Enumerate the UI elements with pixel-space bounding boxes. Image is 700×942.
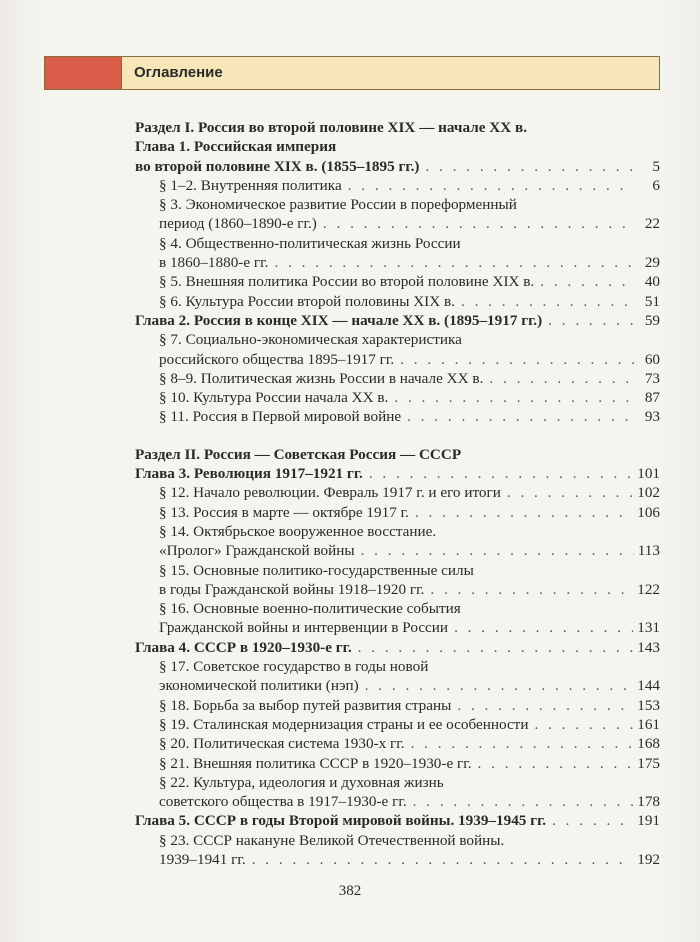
dot-leader — [457, 696, 633, 715]
toc-entry-text: § 12. Начало революции. Февраль 1917 г. и его итоги — [159, 484, 501, 502]
dot-leader — [400, 350, 634, 369]
toc-entry-text: Глава 4. СССР в 1920–1930-е гг. — [135, 638, 352, 656]
dot-leader — [365, 676, 634, 695]
dot-leader — [425, 157, 634, 176]
toc-entry-line[interactable] — [135, 369, 660, 388]
toc-page-number: 93 — [644, 408, 660, 426]
toc-entry-line[interactable] — [135, 831, 660, 850]
toc-page-number: 168 — [637, 735, 660, 753]
dot-leader — [552, 811, 633, 830]
toc-entry-line[interactable] — [135, 522, 660, 541]
toc-heading-line[interactable] — [135, 638, 660, 657]
dot-leader — [407, 407, 634, 426]
toc-entry-line[interactable] — [135, 792, 660, 811]
toc-heading-line[interactable] — [135, 118, 660, 137]
toc-entry-text: § 5. Внешняя политика России во второй половине XIX в. — [159, 273, 535, 291]
toc-entry-line[interactable] — [135, 676, 660, 695]
toc-heading-line[interactable] — [135, 464, 660, 483]
contents-header-bar — [44, 56, 660, 90]
dot-leader — [534, 715, 633, 734]
dot-leader — [507, 483, 633, 502]
toc-entry-line[interactable] — [135, 234, 660, 253]
dot-leader — [394, 388, 634, 407]
toc-heading-line[interactable] — [135, 445, 660, 464]
toc-entry-text: § 7. Социально-экономическая характеристика — [159, 331, 462, 349]
toc-entry-text: в 1860–1880-е гг. — [159, 254, 269, 272]
toc-entry-text: § 13. Россия в марте — октябре 1917 г. — [159, 503, 409, 521]
toc-entry-line[interactable] — [135, 580, 660, 599]
dot-leader — [548, 311, 634, 330]
toc-entry-text: § 11. Россия в Первой мировой войне — [159, 408, 402, 426]
dot-leader — [358, 638, 634, 657]
toc-entry-line[interactable] — [135, 292, 660, 311]
dot-leader — [274, 253, 634, 272]
toc-entry-line[interactable] — [135, 696, 660, 715]
toc-entry-line[interactable] — [135, 483, 660, 502]
toc-entry-text: экономической политики (нэп) — [159, 677, 359, 695]
toc-page-number: 144 — [637, 677, 660, 695]
toc-page-number: 113 — [637, 542, 660, 560]
toc-entry-text: § 20. Политическая система 1930-х гг. — [159, 735, 405, 753]
contents-title: Оглавление — [122, 57, 659, 89]
toc-entry-text: Глава 5. СССР в годы Второй мировой войны. 1939–1945 гг. — [135, 812, 547, 830]
section-gap — [135, 427, 660, 445]
toc-entry-text: § 1–2. Внутренняя политика — [159, 176, 342, 194]
page-number: 382 — [338, 883, 362, 899]
toc-page-number: 175 — [637, 754, 660, 772]
toc-page-number: 102 — [637, 484, 660, 502]
dot-leader — [540, 272, 634, 291]
toc-entry-line[interactable] — [135, 253, 660, 272]
toc-entry-line[interactable] — [135, 195, 660, 214]
toc-page-number: 73 — [644, 369, 660, 387]
toc-page-number: 106 — [637, 503, 660, 521]
dot-leader — [369, 464, 633, 483]
toc-entry-line[interactable] — [135, 407, 660, 426]
toc-entry-line[interactable] — [135, 850, 660, 869]
toc-entry-text: § 10. Культура России начала XX в. — [159, 389, 389, 407]
toc-heading-line[interactable] — [135, 157, 660, 176]
toc-entry-text: § 22. Культура, идеология и духовная жизнь — [159, 773, 444, 791]
toc-entry-text: Глава 1. Российская империя — [135, 138, 337, 156]
toc-entry-text: § 17. Советское государство в годы новой — [159, 658, 429, 676]
toc-entry-text: советского общества в 1917–1930-е гг. — [159, 793, 407, 811]
toc-entry-line[interactable] — [135, 503, 660, 522]
toc-entry-line[interactable] — [135, 657, 660, 676]
dot-leader — [430, 580, 633, 599]
toc-entry-line[interactable] — [135, 754, 660, 773]
toc-page-number: 192 — [637, 850, 660, 868]
header-accent-block — [45, 57, 122, 89]
toc-entry-text: 1939–1941 гг. — [159, 850, 246, 868]
dot-leader — [413, 792, 634, 811]
dot-leader — [252, 850, 634, 869]
toc-entry-line[interactable] — [135, 715, 660, 734]
toc-entry-line[interactable] — [135, 330, 660, 349]
toc-page-number: 191 — [637, 812, 660, 830]
toc-page-number: 5 — [652, 157, 660, 175]
toc-page-number: 6 — [652, 176, 660, 194]
toc-entry-text: § 15. Основные политико-государственные силы — [159, 561, 474, 579]
toc-entry-line[interactable] — [135, 599, 660, 618]
toc-page-number: 60 — [644, 350, 660, 368]
toc-entry-line[interactable] — [135, 734, 660, 753]
dot-leader — [454, 618, 633, 637]
toc-page-number: 29 — [644, 254, 660, 272]
toc-entry-text: § 4. Общественно-политическая жизнь России — [159, 234, 461, 252]
toc-entry-line[interactable] — [135, 773, 660, 792]
dot-leader — [323, 214, 634, 233]
toc-entry-line[interactable] — [135, 350, 660, 369]
toc-heading-line[interactable] — [135, 311, 660, 330]
toc-entry-text: § 19. Сталинская модернизация страны и ее особенности — [159, 715, 529, 733]
toc-entry-text: § 3. Экономическое развитие России в пореформенный — [159, 196, 517, 214]
toc-page-number: 153 — [637, 696, 660, 714]
toc-entry-line[interactable] — [135, 561, 660, 580]
toc-entry-text: в годы Гражданской войны 1918–1920 гг. — [159, 580, 425, 598]
toc-entry-text: Раздел II. Россия — Советская Россия — СССР — [135, 445, 462, 463]
toc-entry-text: Глава 3. Революция 1917–1921 гг. — [135, 465, 363, 483]
toc-page-number: 40 — [644, 273, 660, 291]
toc-entry-text: § 23. СССР накануне Великой Отечественной войны. — [159, 831, 505, 849]
toc-page-number: 122 — [637, 580, 660, 598]
dot-leader — [361, 541, 634, 560]
toc-page-number: 178 — [637, 793, 660, 811]
toc-page-number: 131 — [637, 619, 660, 637]
toc-page-number: 87 — [644, 389, 660, 407]
toc-page-number: 22 — [644, 215, 660, 233]
toc-entry-line[interactable] — [135, 214, 660, 233]
toc-page-number: 161 — [637, 715, 660, 733]
toc-entry-line[interactable] — [135, 541, 660, 560]
toc-page-number: 51 — [644, 292, 660, 310]
toc-entry-text: Гражданской войны и интервенции в России — [159, 619, 449, 637]
toc-entry-text: российского общества 1895–1917 гг. — [159, 350, 395, 368]
toc-entry-text: Глава 2. Россия в конце XIX — начале XX в. (1895–1917 гг.) — [135, 311, 543, 329]
toc-entry-text: § 18. Борьба за выбор путей развития страны — [159, 696, 452, 714]
toc-entry-text: «Пролог» Гражданской войны — [159, 542, 355, 560]
dot-leader — [411, 734, 634, 753]
dot-leader — [415, 503, 633, 522]
toc-entry-text: § 6. Культура России второй половины XIX в. — [159, 292, 455, 310]
toc-page-number: 101 — [637, 465, 660, 483]
toc-entry-line[interactable] — [135, 618, 660, 637]
toc-entry-line[interactable] — [135, 388, 660, 407]
toc-entry-text: во второй половине XIX в. (1855–1895 гг.) — [135, 157, 420, 175]
toc-heading-line[interactable] — [135, 811, 660, 830]
dot-leader — [348, 176, 634, 195]
toc-entry-text: § 16. Основные военно-политические события — [159, 600, 461, 618]
toc-entry-text: § 14. Октябрьское вооруженное восстание. — [159, 522, 437, 540]
toc-page-number: 59 — [644, 311, 660, 329]
toc-entry-line[interactable] — [135, 176, 660, 195]
toc-entry-text: § 8–9. Политическая жизнь России в начале XX в. — [159, 369, 484, 387]
toc-entry-text: период (1860–1890-е гг.) — [159, 215, 317, 233]
table-of-contents — [135, 118, 660, 869]
toc-page-number: 143 — [637, 638, 660, 656]
dot-leader — [461, 292, 634, 311]
dot-leader — [478, 754, 634, 773]
dot-leader — [489, 369, 634, 388]
toc-entry-text: § 21. Внешняя политика СССР в 1920–1930-е гг. — [159, 754, 472, 772]
toc-heading-line[interactable] — [135, 137, 660, 156]
toc-entry-line[interactable] — [135, 272, 660, 291]
toc-entry-text: Раздел I. Россия во второй половине XIX — начале XX в. — [135, 119, 528, 136]
